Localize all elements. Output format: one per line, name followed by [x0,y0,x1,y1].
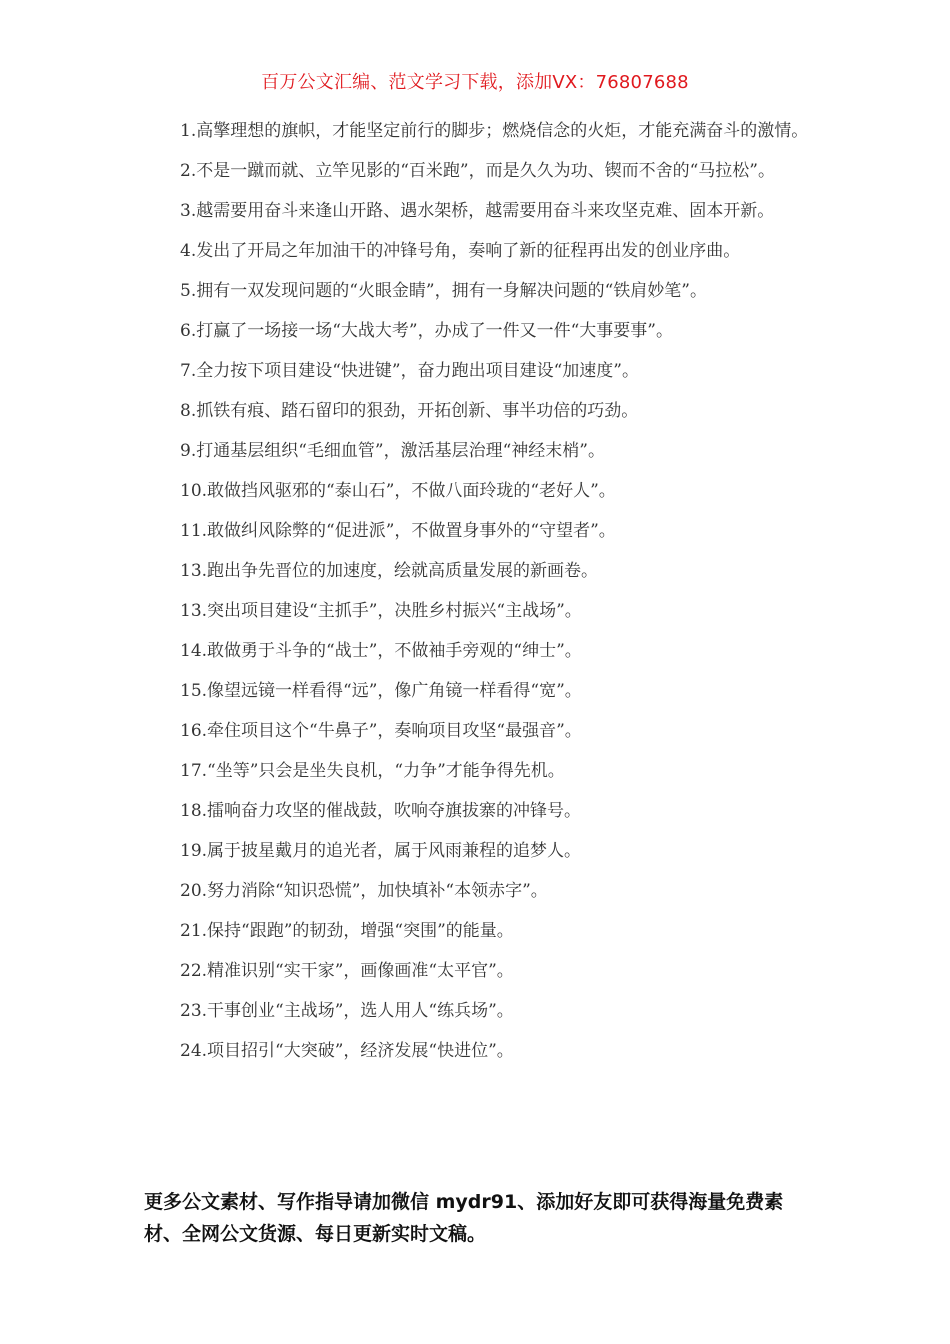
promo-header-link[interactable]: 百万公文汇编、范文学习下载，添加VX：76807688 [261,72,689,93]
list-item: 1.高擎理想的旗帜，才能坚定前行的脚步；燃烧信念的火炬，才能充满奋斗的激情。 [180,121,809,141]
list-item: 17.“坐等”只会是坐失良机，“力争”才能争得先机。 [180,761,565,781]
list-item: 6.打赢了一场接一场“大战大考”，办成了一件又一件“大事要事”。 [180,321,673,341]
list-item: 13.跑出争先晋位的加速度，绘就高质量发展的新画卷。 [180,561,599,581]
list-item: 14.敢做勇于斗争的“战士”，不做袖手旁观的“绅士”。 [180,641,582,661]
list-item: 5.拥有一双发现问题的“火眼金睛”，拥有一身解决问题的“铁肩妙笔”。 [180,281,707,301]
list-item: 10.敢做挡风驱邪的“泰山石”，不做八面玲珑的“老好人”。 [180,481,616,501]
list-item: 4.发出了开局之年加油干的冲锋号角，奏响了新的征程再出发的创业序曲。 [180,241,741,261]
list-item: 24.项目招引“大突破”，经济发展“快进位”。 [180,1041,514,1061]
list-item: 19.属于披星戴月的追光者，属于风雨兼程的追梦人。 [180,841,582,861]
list-item: 21.保持“跟跑”的韧劲，增强“突围”的能量。 [180,921,514,941]
list-item: 15.像望远镜一样看得“远”，像广角镜一样看得“宽”。 [180,681,582,701]
list-item: 13.突出项目建设“主抓手”，决胜乡村振兴“主战场”。 [180,601,582,621]
phrase-list [144,116,810,1076]
footer-note: 更多公文素材、写作指导请加微信 mydr91、添加好友即可获得海量免费素材、全网公文货源、每日更新实时文稿。 [144,1191,784,1245]
list-item: 22.精准识别“实干家”，画像画准“太平官”。 [180,961,514,981]
list-item: 20.努力消除“知识恐慌”，加快填补“本领赤字”。 [180,881,548,901]
list-item: 23.干事创业“主战场”，选人用人“练兵场”。 [180,1001,514,1021]
list-item: 18.擂响奋力攻坚的催战鼓，吹响夺旗拔寨的冲锋号。 [180,801,582,821]
list-item: 11.敢做纠风除弊的“促进派”，不做置身事外的“守望者”。 [180,521,616,541]
list-item: 8.抓铁有痕、踏石留印的狠劲，开拓创新、事半功倍的巧劲。 [180,401,639,421]
list-item: 2.不是一蹴而就、立竿见影的“百米跑”，而是久久为功、锲而不舍的“马拉松”。 [180,161,775,181]
list-item: 3.越需要用奋斗来逢山开路、遇水架桥，越需要用奋斗来攻坚克难、固本开新。 [180,201,775,221]
list-item: 7.全力按下项目建设“快进键”，奋力跑出项目建设“加速度”。 [180,361,639,381]
list-item: 9.打通基层组织“毛细血管”，激活基层治理“神经末梢”。 [180,441,605,461]
list-item: 16.牵住项目这个“牛鼻子”，奏响项目攻坚“最强音”。 [180,721,582,741]
